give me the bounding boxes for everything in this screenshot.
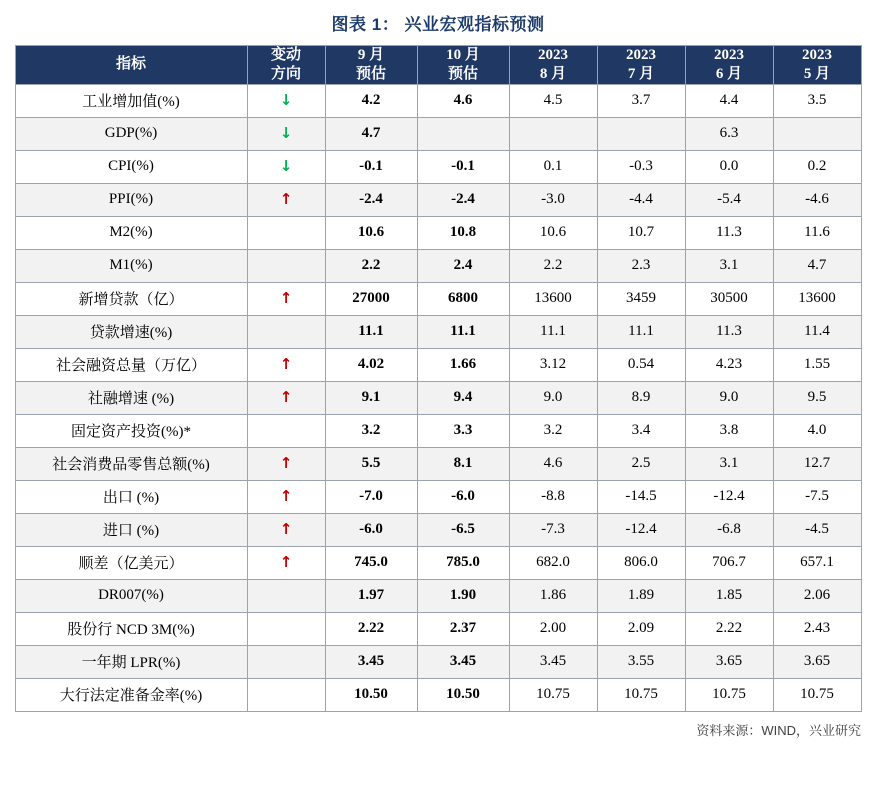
cell-2023-07: 8.9 xyxy=(597,381,685,414)
page-title: 图表 1： 兴业宏观指标预测 xyxy=(331,15,545,34)
cell-2023-05: -4.6 xyxy=(773,183,861,216)
cell-oct-forecast xyxy=(417,117,509,150)
table-row xyxy=(15,414,861,447)
cell-sep-forecast: 5.5 xyxy=(325,447,417,480)
cell-2023-07: 2.5 xyxy=(597,447,685,480)
cell-2023-06: 4.4 xyxy=(685,84,773,117)
arrow-down-glyph: ↓ xyxy=(279,91,293,109)
forecast-table xyxy=(15,45,862,712)
cell-2023-05: 12.7 xyxy=(773,447,861,480)
cell-sep-forecast: 4.02 xyxy=(325,348,417,381)
cell-2023-05: 4.7 xyxy=(773,249,861,282)
cell-sep-forecast: 3.45 xyxy=(325,645,417,678)
arrow-up-glyph: ↑ xyxy=(279,520,293,538)
arrow-up-glyph: ↑ xyxy=(279,355,293,373)
arrow-up-icon xyxy=(247,348,325,381)
cell-indicator: 新增贷款（亿） xyxy=(15,282,247,315)
arrow-up-glyph: ↑ xyxy=(279,289,293,307)
cell-2023-06: 11.3 xyxy=(685,216,773,249)
cell-2023-07: 0.54 xyxy=(597,348,685,381)
cell-sep-forecast: 10.6 xyxy=(325,216,417,249)
cell-oct-forecast: 785.0 xyxy=(417,546,509,579)
cell-2023-05: 9.5 xyxy=(773,381,861,414)
cell-direction-empty xyxy=(247,579,325,612)
cell-oct-forecast: 1.90 xyxy=(417,579,509,612)
cell-sep-forecast: -0.1 xyxy=(325,150,417,183)
cell-2023-08: 13600 xyxy=(509,282,597,315)
cell-sep-forecast: 10.50 xyxy=(325,678,417,711)
cell-2023-06: 0.0 xyxy=(685,150,773,183)
cell-2023-07: 806.0 xyxy=(597,546,685,579)
cell-oct-forecast: 10.50 xyxy=(417,678,509,711)
cell-indicator: CPI(%) xyxy=(15,150,247,183)
cell-2023-05: 11.4 xyxy=(773,315,861,348)
cell-2023-06: 3.1 xyxy=(685,447,773,480)
cell-indicator: PPI(%) xyxy=(15,183,247,216)
cell-oct-forecast: 6800 xyxy=(417,282,509,315)
cell-2023-08: 0.1 xyxy=(509,150,597,183)
cell-oct-forecast: 4.6 xyxy=(417,84,509,117)
cell-2023-06: -5.4 xyxy=(685,183,773,216)
table-row xyxy=(15,216,861,249)
cell-oct-forecast: 11.1 xyxy=(417,315,509,348)
cell-2023-06: 4.23 xyxy=(685,348,773,381)
cell-oct-forecast: 2.4 xyxy=(417,249,509,282)
arrow-up-glyph: ↑ xyxy=(279,487,293,505)
arrow-up-icon xyxy=(247,282,325,315)
table-header-row xyxy=(15,46,861,85)
cell-2023-08: 10.6 xyxy=(509,216,597,249)
arrow-up-icon xyxy=(247,183,325,216)
cell-2023-08: -7.3 xyxy=(509,513,597,546)
cell-2023-08: 11.1 xyxy=(509,315,597,348)
cell-2023-05: 11.6 xyxy=(773,216,861,249)
table-row xyxy=(15,678,861,711)
column-header-2023-06: 2023 6 月 xyxy=(685,46,773,85)
cell-2023-06: -12.4 xyxy=(685,480,773,513)
cell-2023-06: 30500 xyxy=(685,282,773,315)
cell-2023-05: 1.55 xyxy=(773,348,861,381)
cell-2023-06: -6.8 xyxy=(685,513,773,546)
arrow-down-glyph: ↓ xyxy=(279,157,293,175)
table-row xyxy=(15,546,861,579)
cell-direction-empty xyxy=(247,414,325,447)
arrow-up-glyph: ↑ xyxy=(279,454,293,472)
column-header-direction: 变动 方向 xyxy=(247,46,325,85)
cell-sep-forecast: 4.2 xyxy=(325,84,417,117)
cell-sep-forecast: 2.22 xyxy=(325,612,417,645)
table-row xyxy=(15,348,861,381)
cell-2023-07: -0.3 xyxy=(597,150,685,183)
column-header-oct-forecast: 10 月 预估 xyxy=(417,46,509,85)
cell-indicator: 社会融资总量（万亿） xyxy=(15,348,247,381)
cell-direction-empty xyxy=(247,612,325,645)
table-header xyxy=(15,46,861,85)
arrow-down-icon xyxy=(247,117,325,150)
table-row xyxy=(15,282,861,315)
cell-2023-05: 2.43 xyxy=(773,612,861,645)
cell-sep-forecast: -6.0 xyxy=(325,513,417,546)
cell-indicator: 顺差（亿美元） xyxy=(15,546,247,579)
cell-2023-07: 11.1 xyxy=(597,315,685,348)
table-row xyxy=(15,579,861,612)
cell-oct-forecast: 3.3 xyxy=(417,414,509,447)
cell-direction-empty xyxy=(247,678,325,711)
cell-indicator: 固定资产投资(%)* xyxy=(15,414,247,447)
table-row xyxy=(15,183,861,216)
cell-sep-forecast: -7.0 xyxy=(325,480,417,513)
arrow-up-glyph: ↑ xyxy=(279,190,293,208)
cell-2023-07: 10.75 xyxy=(597,678,685,711)
arrow-down-glyph: ↓ xyxy=(279,124,293,142)
table-row xyxy=(15,513,861,546)
cell-2023-08: 2.00 xyxy=(509,612,597,645)
cell-sep-forecast: 745.0 xyxy=(325,546,417,579)
cell-2023-08: 682.0 xyxy=(509,546,597,579)
cell-2023-07 xyxy=(597,117,685,150)
cell-oct-forecast: -0.1 xyxy=(417,150,509,183)
cell-indicator: 一年期 LPR(%) xyxy=(15,645,247,678)
cell-2023-05: 657.1 xyxy=(773,546,861,579)
cell-2023-08 xyxy=(509,117,597,150)
table-row xyxy=(15,315,861,348)
cell-2023-07: -4.4 xyxy=(597,183,685,216)
cell-2023-07: 1.89 xyxy=(597,579,685,612)
table-row xyxy=(15,480,861,513)
cell-indicator: GDP(%) xyxy=(15,117,247,150)
cell-direction-empty xyxy=(247,315,325,348)
cell-indicator: 社融增速 (%) xyxy=(15,381,247,414)
cell-oct-forecast: -6.5 xyxy=(417,513,509,546)
cell-indicator: M1(%) xyxy=(15,249,247,282)
cell-indicator: M2(%) xyxy=(15,216,247,249)
cell-2023-07: 2.3 xyxy=(597,249,685,282)
cell-oct-forecast: 1.66 xyxy=(417,348,509,381)
cell-sep-forecast: 4.7 xyxy=(325,117,417,150)
table-row xyxy=(15,381,861,414)
cell-indicator: 社会消费品零售总额(%) xyxy=(15,447,247,480)
cell-2023-06: 3.65 xyxy=(685,645,773,678)
cell-sep-forecast: 27000 xyxy=(325,282,417,315)
cell-2023-05: 0.2 xyxy=(773,150,861,183)
arrow-up-glyph: ↑ xyxy=(279,388,293,406)
cell-2023-07: -14.5 xyxy=(597,480,685,513)
cell-2023-05: 3.65 xyxy=(773,645,861,678)
cell-indicator: 大行法定准备金率(%) xyxy=(15,678,247,711)
cell-2023-08: -8.8 xyxy=(509,480,597,513)
cell-2023-08: 3.45 xyxy=(509,645,597,678)
table-row xyxy=(15,117,861,150)
cell-2023-08: 3.2 xyxy=(509,414,597,447)
cell-2023-07: 3.55 xyxy=(597,645,685,678)
cell-direction-empty xyxy=(247,216,325,249)
cell-2023-07: 3.7 xyxy=(597,84,685,117)
cell-2023-08: 4.6 xyxy=(509,447,597,480)
source-note: 资料来源：WIND，兴业研究 xyxy=(696,722,861,738)
cell-2023-08: 9.0 xyxy=(509,381,597,414)
cell-2023-06: 3.1 xyxy=(685,249,773,282)
cell-sep-forecast: 9.1 xyxy=(325,381,417,414)
table-row xyxy=(15,249,861,282)
cell-2023-06: 10.75 xyxy=(685,678,773,711)
cell-2023-05: 3.5 xyxy=(773,84,861,117)
cell-sep-forecast: -2.4 xyxy=(325,183,417,216)
cell-oct-forecast: 3.45 xyxy=(417,645,509,678)
cell-indicator: 工业增加值(%) xyxy=(15,84,247,117)
cell-oct-forecast: -2.4 xyxy=(417,183,509,216)
cell-oct-forecast: -6.0 xyxy=(417,480,509,513)
cell-2023-07: 3.4 xyxy=(597,414,685,447)
cell-sep-forecast: 2.2 xyxy=(325,249,417,282)
cell-2023-08: 2.2 xyxy=(509,249,597,282)
table-row xyxy=(15,84,861,117)
column-header-2023-07: 2023 7 月 xyxy=(597,46,685,85)
cell-2023-08: 3.12 xyxy=(509,348,597,381)
cell-2023-06: 2.22 xyxy=(685,612,773,645)
cell-oct-forecast: 8.1 xyxy=(417,447,509,480)
cell-2023-05: 2.06 xyxy=(773,579,861,612)
table-row xyxy=(15,150,861,183)
cell-2023-05: 4.0 xyxy=(773,414,861,447)
cell-oct-forecast: 2.37 xyxy=(417,612,509,645)
arrow-up-icon xyxy=(247,447,325,480)
cell-2023-06: 706.7 xyxy=(685,546,773,579)
column-header-sep-forecast: 9 月 预估 xyxy=(325,46,417,85)
cell-oct-forecast: 9.4 xyxy=(417,381,509,414)
table-row xyxy=(15,612,861,645)
arrow-down-icon xyxy=(247,150,325,183)
cell-sep-forecast: 1.97 xyxy=(325,579,417,612)
arrow-up-icon xyxy=(247,513,325,546)
cell-indicator: DR007(%) xyxy=(15,579,247,612)
cell-2023-05: 10.75 xyxy=(773,678,861,711)
cell-2023-06: 3.8 xyxy=(685,414,773,447)
cell-2023-05: -4.5 xyxy=(773,513,861,546)
cell-2023-08: 10.75 xyxy=(509,678,597,711)
table-body xyxy=(15,84,861,711)
cell-2023-07: 2.09 xyxy=(597,612,685,645)
cell-2023-06: 9.0 xyxy=(685,381,773,414)
cell-2023-07: 10.7 xyxy=(597,216,685,249)
cell-2023-06: 1.85 xyxy=(685,579,773,612)
arrow-up-icon xyxy=(247,381,325,414)
column-header-2023-05: 2023 5 月 xyxy=(773,46,861,85)
cell-2023-05 xyxy=(773,117,861,150)
cell-sep-forecast: 11.1 xyxy=(325,315,417,348)
column-header-2023-08: 2023 8 月 xyxy=(509,46,597,85)
cell-direction-empty xyxy=(247,645,325,678)
arrow-up-icon xyxy=(247,546,325,579)
cell-2023-05: 13600 xyxy=(773,282,861,315)
cell-2023-08: -3.0 xyxy=(509,183,597,216)
cell-indicator: 出口 (%) xyxy=(15,480,247,513)
cell-2023-07: 3459 xyxy=(597,282,685,315)
cell-2023-05: -7.5 xyxy=(773,480,861,513)
cell-indicator: 贷款增速(%) xyxy=(15,315,247,348)
cell-indicator: 进口 (%) xyxy=(15,513,247,546)
cell-2023-08: 1.86 xyxy=(509,579,597,612)
arrow-up-glyph: ↑ xyxy=(279,553,293,571)
table-row xyxy=(15,645,861,678)
arrow-down-icon xyxy=(247,84,325,117)
column-header-indicator: 指标 xyxy=(15,46,247,85)
cell-direction-empty xyxy=(247,249,325,282)
arrow-up-icon xyxy=(247,480,325,513)
cell-oct-forecast: 10.8 xyxy=(417,216,509,249)
cell-indicator: 股份行 NCD 3M(%) xyxy=(15,612,247,645)
cell-2023-08: 4.5 xyxy=(509,84,597,117)
cell-sep-forecast: 3.2 xyxy=(325,414,417,447)
table-row xyxy=(15,447,861,480)
cell-2023-07: -12.4 xyxy=(597,513,685,546)
cell-2023-06: 6.3 xyxy=(685,117,773,150)
cell-2023-06: 11.3 xyxy=(685,315,773,348)
